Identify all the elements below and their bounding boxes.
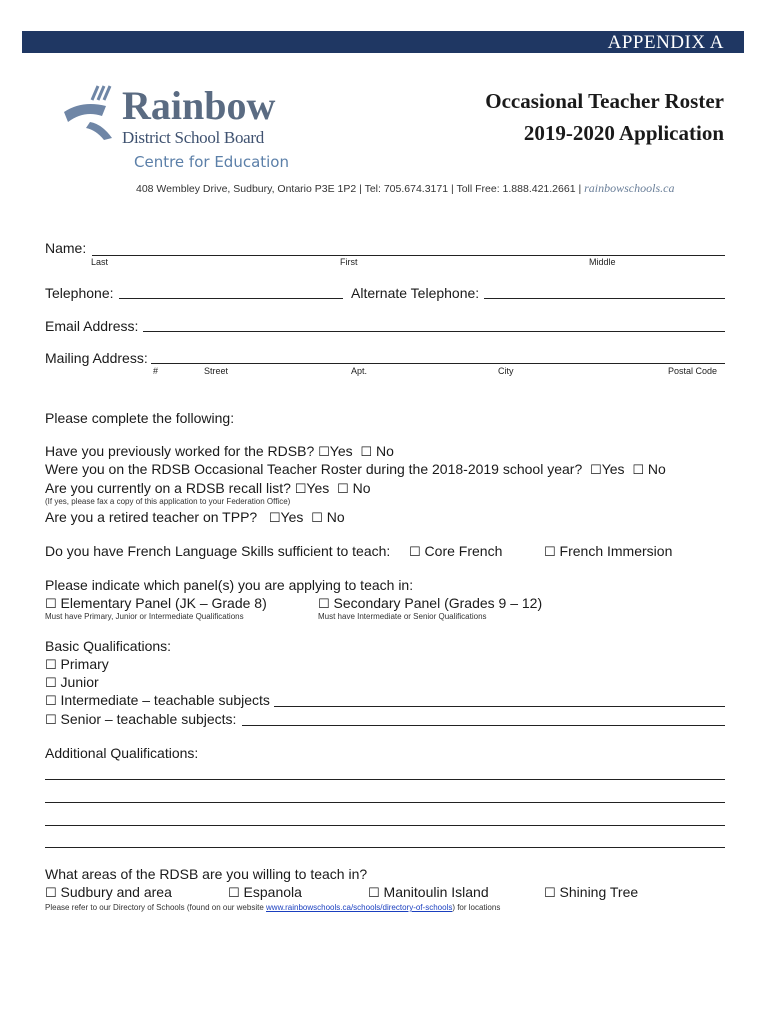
junior-label: Junior	[60, 674, 99, 690]
q2-row	[45, 461, 666, 478]
appendix-label: APPENDIX A	[607, 32, 724, 53]
board-logo	[62, 82, 292, 177]
name-label: Name:	[45, 240, 87, 256]
primary-option	[45, 656, 109, 673]
mailing-num-caption: #	[153, 366, 159, 376]
manitoulin-checkbox[interactable]: ☐	[368, 886, 380, 901]
secondary-note: Must have Intermediate or Senior Qualifications	[318, 612, 487, 621]
q3-text: Are you currently on a RDSB recall list?	[45, 480, 291, 496]
primary-label: Primary	[60, 656, 109, 672]
areas-note-text: Please refer to our Directory of Schools (found on our website	[45, 903, 264, 912]
q3-note: (If yes, please fax a copy of this application to your Federation Office)	[45, 497, 291, 506]
name-first-caption: First	[340, 257, 358, 267]
name-last-caption: Last	[91, 257, 109, 267]
additional-label: Additional Qualifications:	[45, 745, 199, 761]
elementary-option	[45, 595, 267, 612]
secondary-label: Secondary Panel (Grades 9 – 12)	[333, 595, 543, 611]
q1-no-label: No	[375, 443, 394, 459]
sudbury-label: Sudbury and area	[60, 884, 172, 900]
email-field[interactable]	[143, 331, 725, 332]
q3-no-checkbox[interactable]: ☐	[337, 482, 349, 497]
additional-line-4[interactable]	[45, 847, 725, 848]
name-field[interactable]	[92, 255, 725, 256]
junior-checkbox[interactable]: ☐	[45, 676, 57, 691]
rainbow-swoosh-icon	[62, 82, 122, 142]
sudbury-checkbox[interactable]: ☐	[45, 886, 57, 901]
q4-no-checkbox[interactable]: ☐	[311, 511, 323, 526]
panels-label: Please indicate which panel(s) you are applying to teach in:	[45, 577, 414, 593]
french-label: Do you have French Language Skills sufficient to teach:	[45, 543, 391, 559]
q3-yes-checkbox[interactable]: ☐	[294, 482, 307, 497]
senior-option	[45, 711, 236, 728]
secondary-option	[318, 595, 542, 612]
french-immersion-checkbox[interactable]: ☐	[544, 545, 556, 560]
q2-yes-checkbox[interactable]: ☐	[590, 463, 602, 478]
shining-tree-checkbox[interactable]: ☐	[544, 886, 556, 901]
additional-line-1[interactable]	[45, 779, 725, 780]
q2-text: Were you on the RDSB Occasional Teacher Roster during the 2018-2019 school year?	[45, 461, 583, 477]
areas-label: What areas of the RDSB are you willing to teach in?	[45, 866, 368, 882]
french-immersion-option	[544, 543, 672, 560]
mailing-postal-caption: Postal Code	[668, 366, 718, 376]
alt-telephone-label: Alternate Telephone:	[351, 285, 480, 301]
additional-line-3[interactable]	[45, 825, 725, 826]
website-text: rainbowschools.ca	[584, 181, 675, 195]
basic-label: Basic Qualifications:	[45, 638, 172, 654]
q3-no-label: No	[352, 480, 371, 496]
additional-line-2[interactable]	[45, 802, 725, 803]
intermediate-checkbox[interactable]: ☐	[45, 694, 57, 709]
manitoulin-option	[368, 884, 489, 901]
form-title: Occasional Teacher Roster	[485, 89, 724, 113]
q4-row	[45, 509, 345, 526]
name-middle-caption: Middle	[589, 257, 616, 267]
q1-yes-label: Yes	[329, 443, 353, 459]
q1-text: Have you previously worked for the RDSB?	[45, 443, 315, 459]
mailing-field[interactable]	[151, 363, 725, 364]
elementary-checkbox[interactable]: ☐	[45, 597, 57, 612]
shining-tree-option	[544, 884, 638, 901]
complete-instruction: Please complete the following:	[45, 410, 235, 426]
logo-board: District School Board	[122, 128, 264, 147]
email-label: Email Address:	[45, 318, 139, 334]
q1-row	[45, 443, 394, 460]
areas-note	[45, 903, 500, 912]
secondary-checkbox[interactable]: ☐	[318, 597, 330, 612]
elementary-label: Elementary Panel (JK – Grade 8)	[60, 595, 267, 611]
mailing-label: Mailing Address:	[45, 350, 148, 366]
address-line	[136, 181, 674, 196]
q3-yes-label: Yes	[306, 480, 330, 496]
q1-no-checkbox[interactable]: ☐	[360, 445, 373, 460]
mailing-apt-caption: Apt.	[351, 366, 368, 376]
french-core-checkbox[interactable]: ☐	[409, 545, 421, 560]
q2-yes-label: Yes	[601, 461, 625, 477]
intermediate-option	[45, 692, 270, 709]
espanola-label: Espanola	[243, 884, 302, 900]
mailing-street-caption: Street	[204, 366, 229, 376]
logo-name: Rainbow	[122, 83, 276, 128]
q4-no-label: No	[326, 509, 345, 525]
french-core-label: Core French	[424, 543, 503, 559]
q2-no-label: No	[647, 461, 666, 477]
french-core-option	[409, 543, 502, 560]
senior-label: Senior – teachable subjects:	[60, 711, 237, 727]
q4-yes-checkbox[interactable]: ☐	[268, 511, 281, 526]
manitoulin-label: Manitoulin Island	[383, 884, 489, 900]
q4-text: Are you a retired teacher on TPP?	[45, 509, 258, 525]
q4-yes-label: Yes	[280, 509, 304, 525]
areas-note-end: ) for locations	[452, 903, 501, 912]
espanola-option	[228, 884, 302, 901]
alt-telephone-field[interactable]	[484, 298, 725, 299]
espanola-checkbox[interactable]: ☐	[228, 886, 240, 901]
mailing-city-caption: City	[498, 366, 514, 376]
elementary-note: Must have Primary, Junior or Intermediate Qualifications	[45, 612, 244, 621]
intermediate-subjects-field[interactable]	[274, 706, 725, 707]
senior-checkbox[interactable]: ☐	[45, 713, 57, 728]
form-subtitle: 2019-2020 Application	[523, 121, 724, 145]
sudbury-option	[45, 884, 172, 901]
telephone-field[interactable]	[119, 298, 343, 299]
q2-no-checkbox[interactable]: ☐	[632, 463, 644, 478]
senior-subjects-field[interactable]	[242, 725, 725, 726]
logo-centre: Centre for Education	[134, 153, 289, 171]
q1-yes-checkbox[interactable]: ☐	[318, 445, 330, 460]
directory-link[interactable]: www.rainbowschools.ca/schools/directory-of-schools	[266, 903, 453, 912]
intermediate-label: Intermediate – teachable subjects	[60, 692, 270, 708]
primary-checkbox[interactable]: ☐	[45, 658, 57, 673]
q3-row	[45, 480, 371, 497]
address-text: 408 Wembley Drive, Sudbury, Ontario P3E 1P2 | Tel: 705.674.3171 | Toll Free: 1.888.421.2661 |	[136, 183, 582, 195]
junior-option	[45, 674, 99, 691]
appendix-banner	[22, 31, 744, 53]
telephone-label: Telephone:	[45, 285, 114, 301]
french-immersion-label: French Immersion	[559, 543, 673, 559]
shining-tree-label: Shining Tree	[559, 884, 639, 900]
